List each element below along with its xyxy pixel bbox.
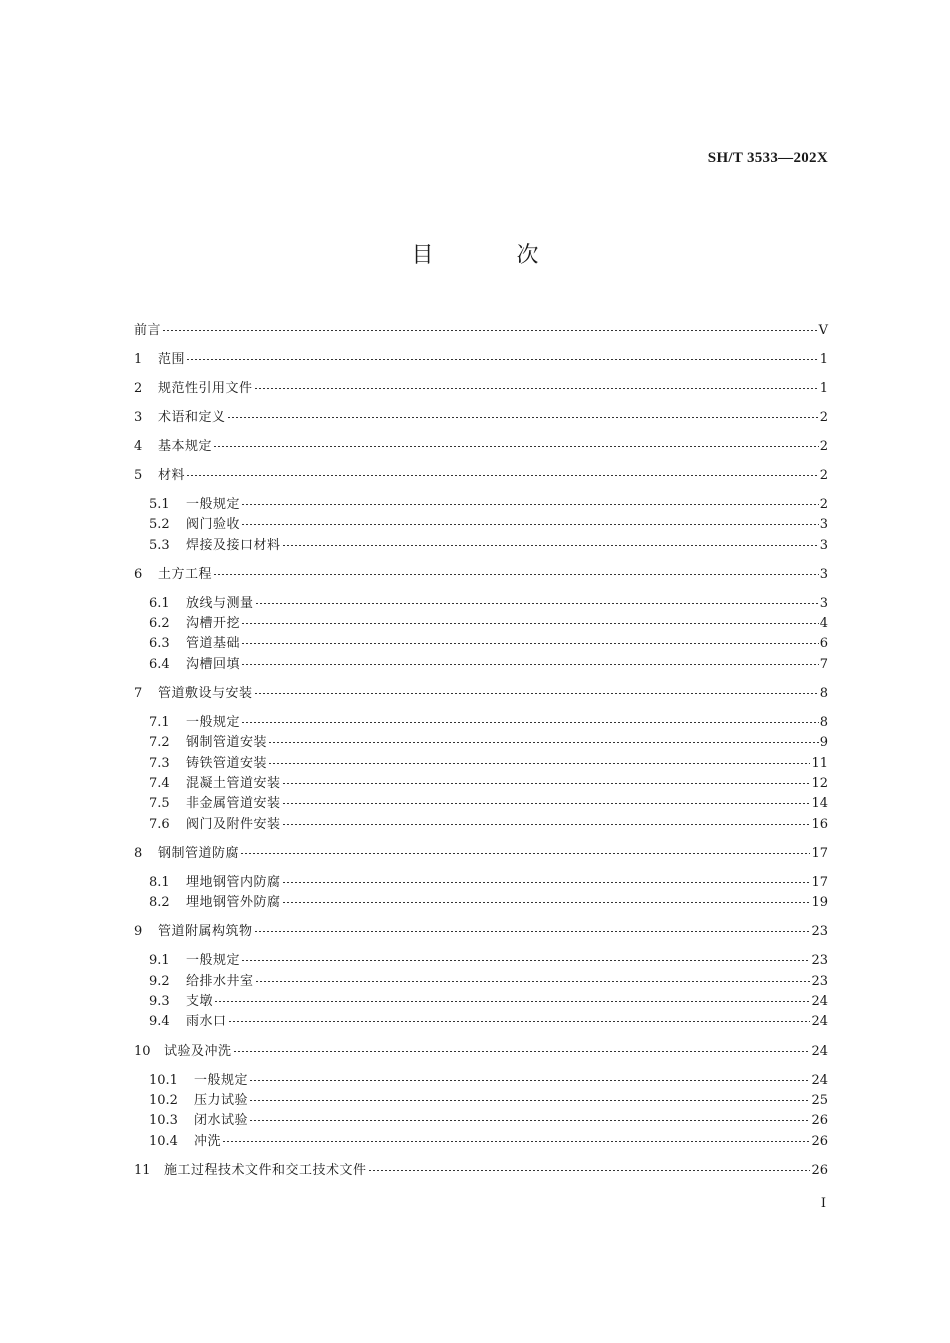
toc-dot-leader xyxy=(254,388,819,389)
toc-entry-title: 非金属管道安装 xyxy=(186,796,281,812)
toc-chapter-entry[interactable] xyxy=(134,406,828,426)
toc-entry-number: 5 xyxy=(134,468,143,483)
toc-entry-page: 1 xyxy=(819,352,828,367)
toc-dot-leader xyxy=(282,803,811,804)
toc-dot-leader xyxy=(268,763,810,764)
toc-entry-title: 冲洗 xyxy=(194,1133,222,1149)
toc-section-entry[interactable] xyxy=(134,813,828,833)
toc-dot-leader xyxy=(233,1051,811,1052)
toc-entry-number: 10.2 xyxy=(149,1092,178,1108)
toc-entry-title: 试验及冲洗 xyxy=(164,1043,232,1059)
toc-entry-page: 2 xyxy=(819,410,828,425)
toc-entry-number: 10 xyxy=(134,1043,151,1059)
toc-entry-number: 7.2 xyxy=(149,735,170,751)
toc-dot-leader xyxy=(213,574,819,575)
toc-entry-title: 阀门及附件安装 xyxy=(186,816,281,832)
toc-section-entry[interactable] xyxy=(134,653,828,673)
toc-dot-leader xyxy=(249,1100,810,1101)
toc-entry-page: 2 xyxy=(819,468,828,483)
toc-dot-leader xyxy=(255,981,811,982)
toc-entry-page: 6 xyxy=(819,636,828,652)
toc-entry-page: 17 xyxy=(811,845,828,861)
toc-entry-title: 管道附属构筑物 xyxy=(158,924,253,940)
toc-section-entry[interactable] xyxy=(134,970,828,990)
toc-section-entry[interactable] xyxy=(134,612,828,632)
toc-section-entry[interactable] xyxy=(134,990,828,1010)
toc-dot-leader xyxy=(241,623,819,624)
toc-entry-number: 4 xyxy=(134,439,143,454)
toc-entry-number: 10.4 xyxy=(149,1133,178,1149)
toc-entry-page: V xyxy=(818,323,828,338)
page-number: I xyxy=(820,1196,826,1211)
toc-chapter-entry[interactable] xyxy=(134,682,828,702)
toc-dot-leader xyxy=(282,824,811,825)
toc-chapter-entry[interactable] xyxy=(134,920,828,940)
toc-section-entry[interactable] xyxy=(134,513,828,533)
toc-entry-page: 12 xyxy=(811,775,828,791)
toc-entry-title: 一般规定 xyxy=(186,953,241,969)
toc-section-entry[interactable] xyxy=(134,1109,828,1129)
toc-entry-title: 放线与测量 xyxy=(186,595,254,611)
toc-dot-leader xyxy=(282,882,811,883)
toc-entry-title: 雨水口 xyxy=(186,1014,227,1030)
toc-entry-title: 埋地钢管内防腐 xyxy=(186,874,281,890)
toc-entry-page: 3 xyxy=(819,517,828,533)
toc-section-entry[interactable] xyxy=(134,1010,828,1030)
toc-entry-number: 11 xyxy=(134,1162,151,1178)
toc-entry-page: 14 xyxy=(811,796,828,812)
toc-dot-leader xyxy=(240,853,810,854)
toc-entry-title: 管道基础 xyxy=(186,636,241,652)
toc-section-entry[interactable] xyxy=(134,632,828,652)
toc-entry-title: 范围 xyxy=(158,352,186,367)
toc-dot-leader xyxy=(241,722,819,723)
toc-entry-number: 7 xyxy=(134,686,143,702)
toc-dot-leader xyxy=(282,783,811,784)
toc-entry-number: 9.4 xyxy=(149,1014,170,1030)
toc-entry-page: 24 xyxy=(811,994,828,1010)
toc-section-entry[interactable] xyxy=(134,493,828,513)
toc-entry-number: 6.3 xyxy=(149,636,170,652)
toc-entry-number: 8 xyxy=(134,845,143,861)
toc-dot-leader xyxy=(254,931,811,932)
toc-entry-page: 3 xyxy=(819,537,828,553)
toc-entry-title: 术语和定义 xyxy=(158,410,226,425)
toc-dot-leader xyxy=(368,1170,811,1171)
toc-entry-page: 26 xyxy=(811,1162,828,1178)
toc-entry-title: 闭水试验 xyxy=(194,1113,249,1129)
toc-section-entry[interactable] xyxy=(134,871,828,891)
toc-dot-leader xyxy=(255,603,819,604)
toc-entry-title: 压力试验 xyxy=(194,1092,249,1108)
toc-entry-number: 10.1 xyxy=(149,1072,178,1088)
table-of-contents xyxy=(134,319,828,1179)
toc-entry-number: 10.3 xyxy=(149,1113,178,1129)
toc-dot-leader xyxy=(241,524,819,525)
toc-section-entry[interactable] xyxy=(134,1130,828,1150)
toc-entry-number: 2 xyxy=(134,381,143,396)
toc-section-entry[interactable] xyxy=(134,772,828,792)
toc-entry-title: 埋地钢管外防腐 xyxy=(186,895,281,911)
toc-section-entry[interactable] xyxy=(134,1089,828,1109)
toc-section-entry[interactable] xyxy=(134,592,828,612)
toc-entry-page: 1 xyxy=(819,381,828,396)
toc-entry-page: 4 xyxy=(819,616,828,632)
toc-section-entry[interactable] xyxy=(134,891,828,911)
toc-dot-leader xyxy=(213,446,819,447)
toc-entry-title: 支墩 xyxy=(186,994,214,1010)
toc-entry-page: 24 xyxy=(811,1043,828,1059)
toc-entry-title: 土方工程 xyxy=(158,566,213,582)
toc-entry-title: 焊接及接口材料 xyxy=(186,537,281,553)
toc-entry-number: 9.1 xyxy=(149,953,170,969)
toc-entry-title: 阀门验收 xyxy=(186,517,241,533)
toc-dot-leader xyxy=(254,693,819,694)
toc-entry-title: 基本规定 xyxy=(158,439,213,454)
toc-dot-leader xyxy=(241,664,819,665)
toc-entry-number: 7.4 xyxy=(149,775,170,791)
toc-entry-number: 3 xyxy=(134,410,143,425)
toc-chapter-entry[interactable] xyxy=(134,1159,828,1179)
toc-entry-number: 7.6 xyxy=(149,816,170,832)
toc-section-entry[interactable] xyxy=(134,731,828,751)
toc-section-entry[interactable] xyxy=(134,792,828,812)
toc-entry-page: 25 xyxy=(811,1092,828,1108)
toc-entry-title: 铸铁管道安装 xyxy=(186,755,268,771)
toc-entry-number: 5.2 xyxy=(149,517,170,533)
page-title: 目 次 xyxy=(411,243,577,268)
toc-entry-page: 2 xyxy=(819,497,828,512)
toc-entry-page: 26 xyxy=(811,1113,828,1129)
toc-entry-number: 1 xyxy=(134,352,143,367)
toc-entry-title: 一般规定 xyxy=(186,715,241,731)
toc-entry-page: 24 xyxy=(811,1014,828,1030)
toc-entry-page: 3 xyxy=(819,595,828,611)
toc-entry-title: 规范性引用文件 xyxy=(158,381,253,396)
toc-entry-number: 8.1 xyxy=(149,874,170,890)
toc-dot-leader xyxy=(282,902,811,903)
toc-entry-number: 9.3 xyxy=(149,994,170,1010)
toc-dot-leader xyxy=(241,960,810,961)
toc-entry-number: 7.3 xyxy=(149,755,170,771)
toc-dot-leader xyxy=(282,545,819,546)
toc-dot-leader xyxy=(222,1141,810,1142)
document-code: SH/T 3533—202X xyxy=(707,150,828,166)
toc-entry-page: 3 xyxy=(819,566,828,582)
toc-entry-number: 6.1 xyxy=(149,595,170,611)
toc-entry-page: 11 xyxy=(811,755,828,771)
toc-chapter-entry[interactable] xyxy=(134,435,828,455)
toc-entry-page: 7 xyxy=(819,656,828,672)
toc-chapter-entry[interactable] xyxy=(134,842,828,862)
toc-dot-leader xyxy=(268,742,819,743)
toc-section-entry[interactable] xyxy=(134,711,828,731)
toc-entry-page: 19 xyxy=(811,895,828,911)
toc-dot-leader xyxy=(249,1120,810,1121)
toc-entry-page: 23 xyxy=(811,953,828,969)
toc-entry-title: 管道敷设与安装 xyxy=(158,686,253,702)
toc-section-entry[interactable] xyxy=(134,752,828,772)
toc-entry-title: 一般规定 xyxy=(186,497,241,512)
toc-dot-leader xyxy=(186,475,819,476)
toc-entry-page: 24 xyxy=(811,1072,828,1088)
toc-entry-number: 9.2 xyxy=(149,973,170,989)
toc-entry-number: 6.2 xyxy=(149,616,170,632)
toc-entry-number: 7.5 xyxy=(149,796,170,812)
toc-entry-page: 23 xyxy=(811,924,828,940)
toc-entry-number: 7.1 xyxy=(149,715,170,731)
toc-chapter-entry[interactable] xyxy=(134,1040,828,1060)
toc-entry-number: 9 xyxy=(134,924,143,940)
toc-dot-leader xyxy=(186,359,819,360)
toc-chapter-entry[interactable] xyxy=(134,464,828,484)
toc-entry-number: 6.4 xyxy=(149,656,170,672)
toc-entry-title: 沟槽开挖 xyxy=(186,616,241,632)
toc-entry-page: 17 xyxy=(811,874,828,890)
toc-entry-title: 一般规定 xyxy=(194,1072,249,1088)
toc-entry-title: 施工过程技术文件和交工技术文件 xyxy=(164,1162,367,1178)
toc-section-entry[interactable] xyxy=(134,534,828,554)
toc-dot-leader xyxy=(249,1080,810,1081)
toc-entry-page: 9 xyxy=(819,735,828,751)
toc-entry-number: 6 xyxy=(134,566,143,582)
toc-entry-title: 沟槽回填 xyxy=(186,656,241,672)
toc-entry-page: 2 xyxy=(819,439,828,454)
toc-dot-leader xyxy=(241,643,819,644)
toc-section-entry[interactable] xyxy=(134,1069,828,1089)
toc-dot-leader xyxy=(228,1021,811,1022)
toc-entry-title: 给排水井室 xyxy=(186,973,254,989)
toc-dot-leader xyxy=(227,417,819,418)
toc-chapter-entry[interactable] xyxy=(134,377,828,397)
toc-chapter-entry[interactable] xyxy=(134,348,828,368)
toc-dot-leader xyxy=(162,330,818,331)
toc-entry-title: 钢制管道安装 xyxy=(186,735,268,751)
toc-entry-title: 混凝土管道安装 xyxy=(186,775,281,791)
toc-entry-page: 8 xyxy=(819,686,828,702)
toc-chapter-entry[interactable] xyxy=(134,563,828,583)
toc-entry-page: 23 xyxy=(811,973,828,989)
toc-entry-title: 前言 xyxy=(134,323,162,338)
toc-entry-page: 8 xyxy=(819,715,828,731)
toc-chapter-entry[interactable] xyxy=(134,319,828,339)
toc-entry-page: 26 xyxy=(811,1133,828,1149)
toc-dot-leader xyxy=(241,504,819,505)
toc-entry-title: 钢制管道防腐 xyxy=(158,845,240,861)
toc-dot-leader xyxy=(214,1001,810,1002)
toc-entry-title: 材料 xyxy=(158,468,186,483)
toc-entry-page: 16 xyxy=(811,816,828,832)
toc-section-entry[interactable] xyxy=(134,949,828,969)
toc-entry-number: 5.1 xyxy=(149,497,170,512)
toc-entry-number: 8.2 xyxy=(149,895,170,911)
toc-entry-number: 5.3 xyxy=(149,537,170,553)
